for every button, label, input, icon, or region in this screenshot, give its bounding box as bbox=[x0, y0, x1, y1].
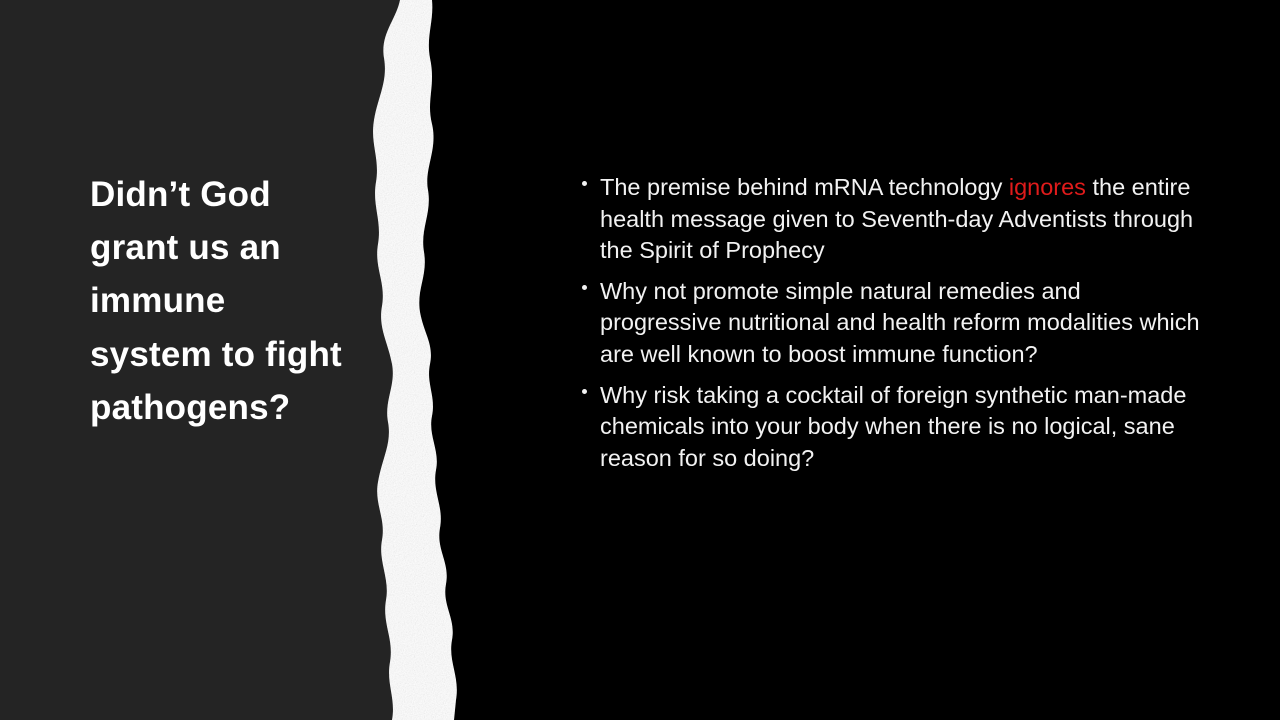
bullet-text-pre: Why not promote simple natural remedies and progressive nutritional and health reform modalities which are well known to boost immune function? bbox=[600, 277, 1200, 367]
slide-title: Didn’t God grant us an immune system to fight pathogens? bbox=[90, 175, 342, 427]
bullet-list bbox=[582, 172, 1202, 483]
bullet-text-post: the entire health message given to Seventh-day Adventists through the Spirit of Prophecy bbox=[600, 174, 1194, 264]
bullet-text-pre: The premise behind mRNA technology bbox=[600, 174, 1009, 200]
bullet-dot-icon bbox=[582, 389, 587, 394]
slide-title-block bbox=[90, 168, 350, 434]
list-item bbox=[582, 276, 1202, 371]
bullet-dot-icon bbox=[582, 181, 587, 186]
list-item bbox=[582, 172, 1202, 267]
torn-paper-divider bbox=[370, 0, 500, 720]
bullet-text-highlight: ignores bbox=[1008, 174, 1086, 200]
bullet-text-pre: Why risk taking a cocktail of foreign synthetic man-made chemicals into your body when there is no logical, sane reason for so doing? bbox=[600, 381, 1187, 471]
list-item bbox=[582, 380, 1202, 475]
bullet-dot-icon bbox=[582, 285, 587, 290]
